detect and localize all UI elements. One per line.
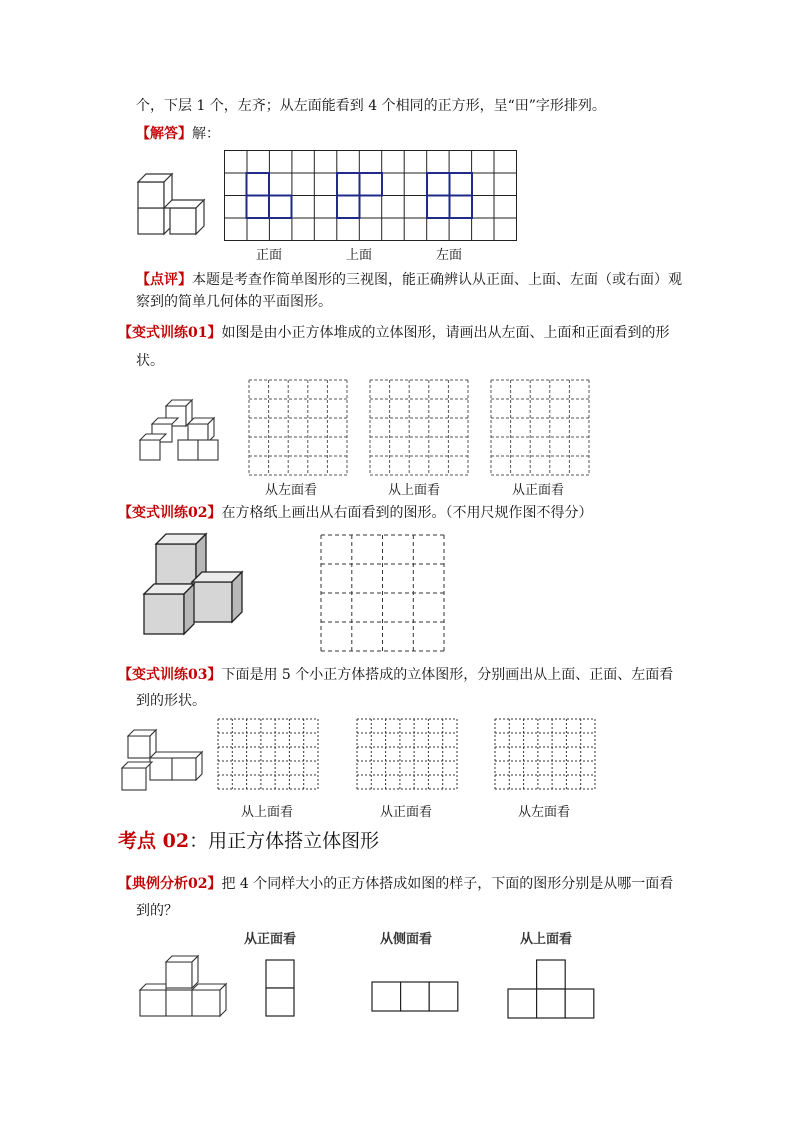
ex1-text-1: 如图是由小正方体堆成的立体图形，请画出从左面、上面和正面看到的形 [221,325,670,341]
answer-label-left: 左面 [436,248,463,263]
ex3-label-top: 从上面看 [241,805,294,820]
example-line-1 [118,873,673,895]
comment-line-2: 察到的简单几何体的平面图形。 [136,294,332,310]
ex3-text-1: 下面是用 5 个小正方体搭成的立体图形，分别画出从上面、正面、左面看 [221,667,674,683]
ex3-grid-top [217,718,319,790]
example-view-front [265,959,295,1017]
ex1-cube-figure [138,400,220,464]
ex1-grid-left [248,379,348,476]
ex1-label-front: 从正面看 [512,483,565,498]
section-number: 02 [162,830,190,852]
example-label-side: 从侧面看 [380,932,433,947]
ex3-cube-figure [120,728,210,792]
comment-line-1 [136,269,682,291]
example-label-top: 从上面看 [520,932,573,947]
answer-label-front: 正面 [256,248,283,263]
ex3-line-1 [118,664,673,686]
ex1-line-1 [118,322,669,344]
ex2-line-1 [118,502,592,524]
answer-cube-figure [136,168,216,238]
section-title: ：用正方体搭立体图形 [189,830,380,852]
example-view-top [507,959,595,1019]
example-line-2: 到的？ [136,903,178,919]
ex3-label-left: 从左面看 [518,805,571,820]
section-prefix: 考点 [118,830,163,852]
answer-grid [224,150,518,242]
example-cube-figure [138,952,232,1022]
ex3-grid-left [494,718,596,790]
ex2-tag: 【变式训练02】 [118,505,222,521]
ex1-line-2: 状。 [136,353,164,369]
ex3-line-2: 到的形状。 [136,693,206,709]
example-view-side [371,981,459,1012]
answer-label-top: 上面 [346,248,373,263]
example-text-1: 把 4 个同样大小的正方体搭成如图的样子，下面的图形分别是从哪一面看 [221,876,674,892]
answer-line [136,123,220,145]
ex1-label-left: 从左面看 [265,483,318,498]
ex2-text-1: 在方格纸上画出从右面看到的图形。（不用尺规作图不得分） [221,505,593,521]
ex2-cube-figure [142,532,246,636]
comment-text-1: 本题是考查作简单图形的三视图，能正确辨认从正面、上面、左面（或右面）观 [192,272,682,288]
example-tag: 【典例分析02】 [118,876,222,892]
ex1-tag: 【变式训练01】 [118,325,222,341]
ex1-grid-top [369,379,469,476]
intro-line: 个，下层 1 个，左齐；从左面能看到 4 个相同的正方形，呈“田”字形排列。 [136,98,606,114]
section-heading [118,826,379,853]
ex3-grid-front [356,718,458,790]
ex3-tag: 【变式训练03】 [118,667,222,683]
comment-tag: 【点评】 [136,272,192,288]
answer-tag: 【解答】 [136,126,192,142]
ex2-grid [320,534,446,652]
example-label-front: 从正面看 [244,932,297,947]
answer-text: 解： [192,126,220,142]
ex1-grid-front [490,379,590,476]
ex3-label-front: 从正面看 [380,805,433,820]
ex1-label-top: 从上面看 [388,483,441,498]
